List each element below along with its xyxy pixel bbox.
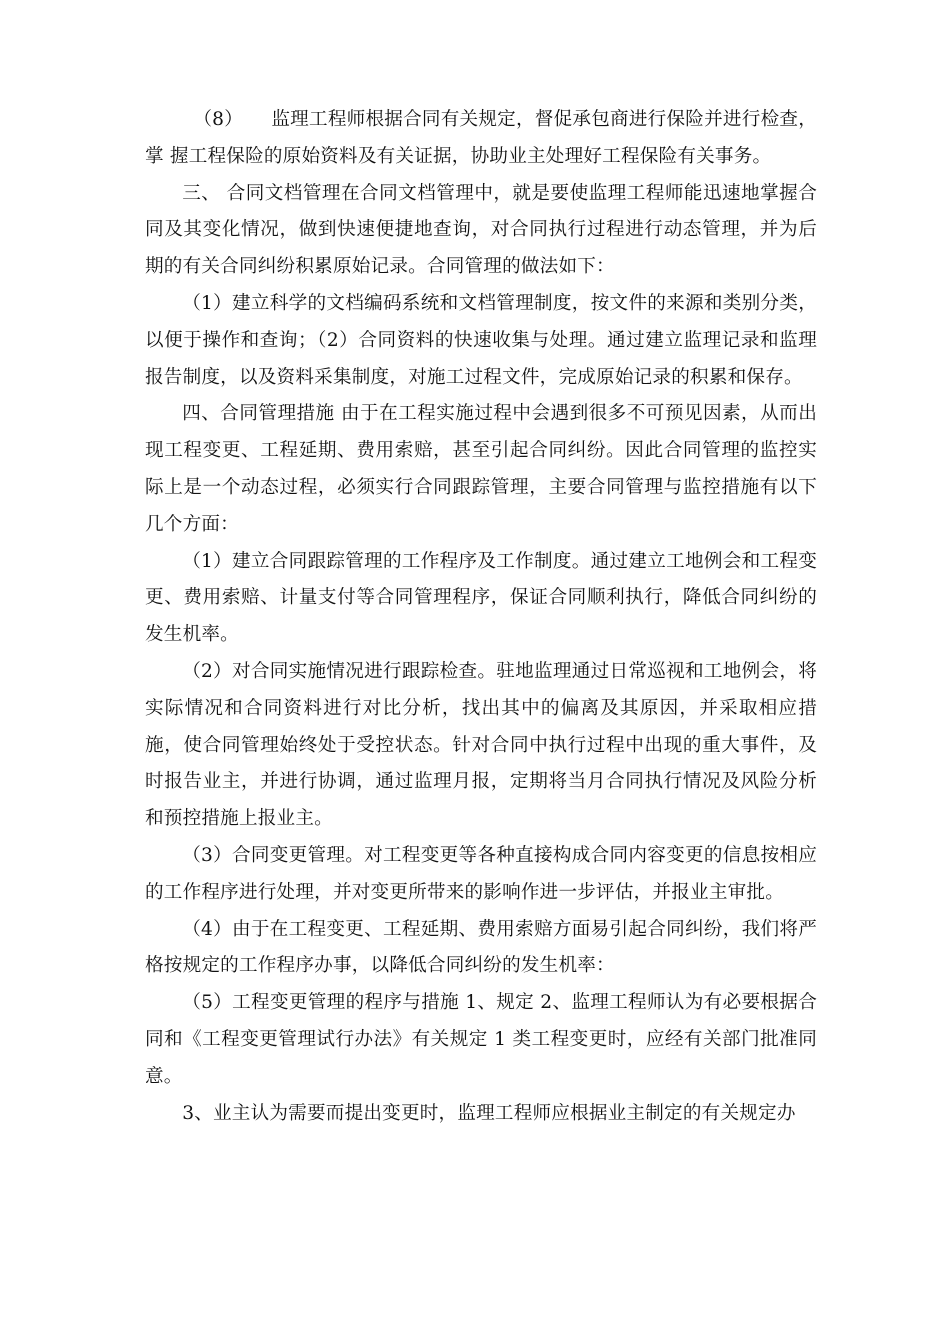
paragraph-owner-change: 3、业主认为需要而提出变更时，监理工程师应根据业主制定的有关规定办 (182, 1102, 796, 1124)
paragraph-document-system: （1）建立科学的文档编码系统和文档管理制度，按文件的来源和类别分类， 以便于操作和查询；（2）合同资料的快速收集与处理。通过建立监理记录和监理 报告制度，以及资料采集制度，对施工过程文件，完成原始记录的积累和保存。 (145, 292, 817, 388)
paragraph-dispute-prevention: （4）由于在工程变更、工程延期、费用索赔方面易引起合同纠纷，我们将严格按规定的工作程序办事，以降低合同纠纷的发生机率： (145, 918, 817, 977)
document-body (145, 102, 817, 1132)
paragraph-change-procedure: （5）工程变更管理的程序与措施 1、规定 2、监理工程师认为有必要根据合同和《工程变更管理试行办法》有关规定 1 类工程变更时，应经有关部门批准同意。 (145, 992, 817, 1087)
paragraph-management-measures: 四、合同管理措施 由于在工程实施过程中会遇到很多不可预见因素，从而出现工程变更、工程延期、费用索赔，甚至引起合同纠纷。因此合同管理的监控实际上是一个动态过程，必须实行合同跟踪管理，主要合同管理与监控措施有以下几个方面： (145, 403, 817, 535)
paragraph-contract-documents: 三、 合同文档管理在合同文档管理中，就是要使监理工程师能迅速地掌握合同及其变化情况，做到快速便捷地查询，对合同执行过程进行动态管理，并为后期的有关合同纠纷积累原始记录。合同管理的做法如下： (145, 182, 817, 278)
paragraph-tracking-procedure: （1）建立合同跟踪管理的工作程序及工作制度。通过建立工地例会和工程变更、费用索赔、计量支付等合同管理程序，保证合同顺利执行，降低合同纠纷的发生机率。 (145, 550, 817, 646)
paragraph-change-management: （3）合同变更管理。对工程变更等各种直接构成合同内容变更的信息按相应的工作程序进行处理，并对变更所带来的影响作进一步评估，并报业主审批。 (145, 844, 817, 903)
paragraph-tracking-inspection: （2）对合同实施情况进行跟踪检查。驻地监理通过日常巡视和工地例会，将实际情况和合同资料进行对比分析，找出其中的偏离及其原因，并采取相应措施，使合同管理始终处于受控状态。针对合同中执行过程中出现的重大事件，及时报告业主，并进行协调，通过监理月报，定期将当月合同执行情况及风险分析和预控措施上报业主。 (145, 660, 817, 830)
paragraph-insurance: （8） 监理工程师根据合同有关规定，督促承包商进行保险并进行检查，掌 握工程保险的原始资料及有关证据，协助业主处理好工程保险有关事务。 (145, 109, 817, 167)
